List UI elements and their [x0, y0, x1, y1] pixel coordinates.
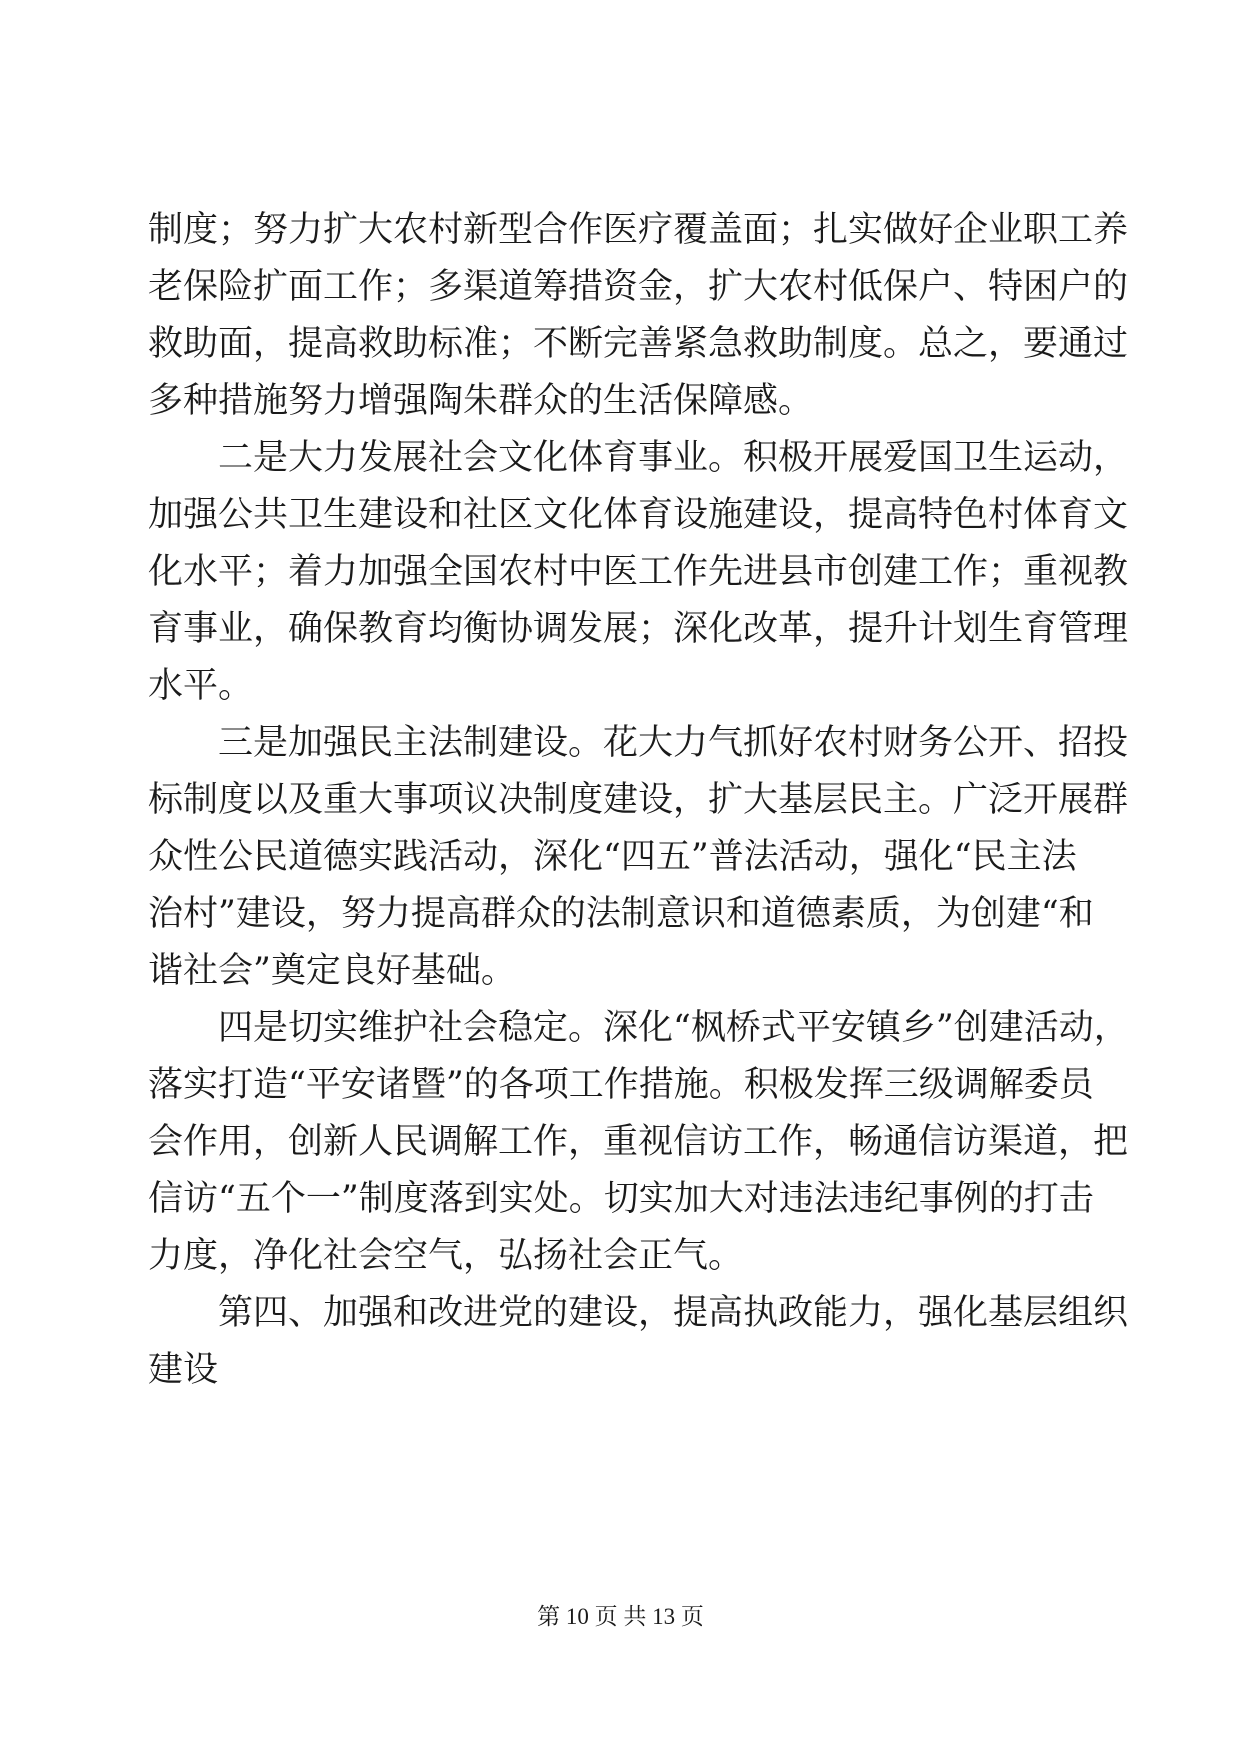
text-line: 育事业，确保教育均衡协调发展；深化改革，提升计划生育管理 — [148, 609, 1129, 649]
text-line: 二是大力发展社会文化体育事业。积极开展爱国卫生运动， — [218, 438, 1129, 478]
text-line: 众性公民道德实践活动，深化“四五”普法活动，强化“民主法 — [148, 837, 1077, 877]
section-heading-line: 第四、加强和改进党的建设，提高执政能力，强化基层组织 — [218, 1293, 1129, 1333]
text-line: 加强公共卫生建设和社区文化体育设施建设，提高特色村体育文 — [148, 495, 1129, 535]
text-line: 制度；努力扩大农村新型合作医疗覆盖面；扎实做好企业职工养 — [148, 210, 1129, 250]
text-line: 谐社会”奠定良好基础。 — [148, 951, 516, 991]
text-line: 老保险扩面工作；多渠道筹措资金，扩大农村低保户、特困户的 — [148, 267, 1129, 307]
text-line: 落实打造“平安诸暨”的各项工作措施。积极发挥三级调解委员 — [148, 1065, 1094, 1105]
text-line: 标制度以及重大事项议决制度建设，扩大基层民主。广泛开展群 — [148, 780, 1129, 820]
text-line: 治村”建设，努力提高群众的法制意识和道德素质，为创建“和 — [148, 894, 1094, 934]
text-line: 会作用，创新人民调解工作，重视信访工作，畅通信访渠道，把 — [148, 1122, 1129, 1162]
section-heading-line: 建设 — [148, 1350, 219, 1390]
text-line: 多种措施努力增强陶朱群众的生活保障感。 — [148, 381, 814, 421]
page-number: 第 10 页 共 13 页 — [537, 1604, 704, 1629]
text-line: 水平。 — [148, 666, 254, 706]
text-line: 信访“五个一”制度落到实处。切实加大对违法违纪事例的打击 — [148, 1179, 1094, 1219]
text-line: 三是加强民主法制建设。花大力气抓好农村财务公开、招投 — [218, 723, 1129, 763]
text-line: 力度，净化社会空气，弘扬社会正气。 — [148, 1236, 744, 1276]
text-line: 化水平；着力加强全国农村中医工作先进县市创建工作；重视教 — [148, 552, 1129, 592]
text-line: 四是切实维护社会稳定。深化“枫桥式平安镇乡”创建活动， — [218, 1008, 1129, 1048]
text-line: 救助面，提高救助标准；不断完善紧急救助制度。总之，要通过 — [148, 324, 1129, 364]
